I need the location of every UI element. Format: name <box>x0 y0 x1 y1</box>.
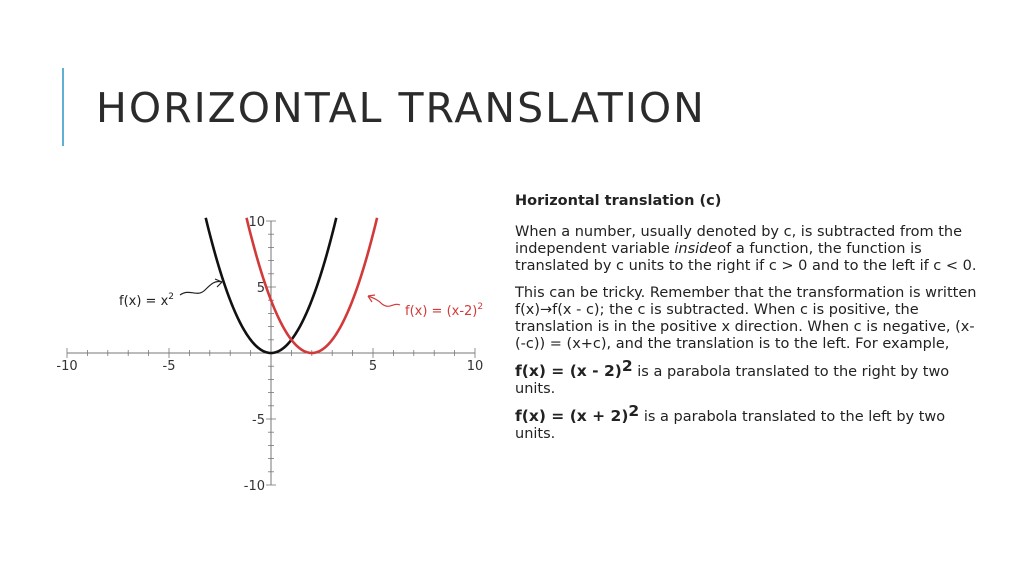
y-tick-label: -10 <box>243 479 265 494</box>
legend-arrowhead-black <box>215 279 222 287</box>
legend-label-red: $f(x) = (x-2)^2$ <box>405 302 484 319</box>
title-accent-bar <box>62 68 64 146</box>
example-left-shift: $f(x) = (x + 2)^2$ is a parabola translated to the left by two units. <box>515 402 946 442</box>
section-heading: Horizontal translation (c) <box>515 193 722 209</box>
y-tick-label: -5 <box>252 413 265 428</box>
legend-label-black: $f(x) = x^2$ <box>119 292 174 309</box>
x-tick-label: -5 <box>162 359 176 374</box>
slide-title: HORIZONTAL TRANSLATION <box>96 84 706 132</box>
x-tick-label: 5 <box>368 359 378 374</box>
paragraph-explanation: This can be tricky. Remember that the transformation is written f(x)→f(x - c); the c is subtracted. When c is positive, the translation is in the positive x direction. When c is negative, (x-(-c)) = (x+c), and the translation is to the left. For example, <box>515 285 977 352</box>
legend-arrow-red <box>368 296 400 306</box>
explanation-text <box>515 193 985 453</box>
curves <box>206 218 377 353</box>
legend-arrow-black <box>180 281 222 295</box>
x-tick-label: 10 <box>466 359 484 374</box>
series-line-1 <box>247 218 378 353</box>
paragraph-definition: When a number, usually denoted by c, is subtracted from the independent variable insideof a function, the function is translated by c units to the right if c > 0 and to the left if c < 0. <box>515 224 977 274</box>
y-tick-label: 10 <box>248 215 265 230</box>
tick-labels <box>56 215 483 494</box>
parabola-graph <box>55 210 495 500</box>
example-right-shift: f(x) = (x - 2)$^2$ is a parabola translated to the right by two units. <box>515 357 950 397</box>
y-tick-label: 5 <box>256 281 265 296</box>
x-tick-label: -10 <box>56 359 78 374</box>
